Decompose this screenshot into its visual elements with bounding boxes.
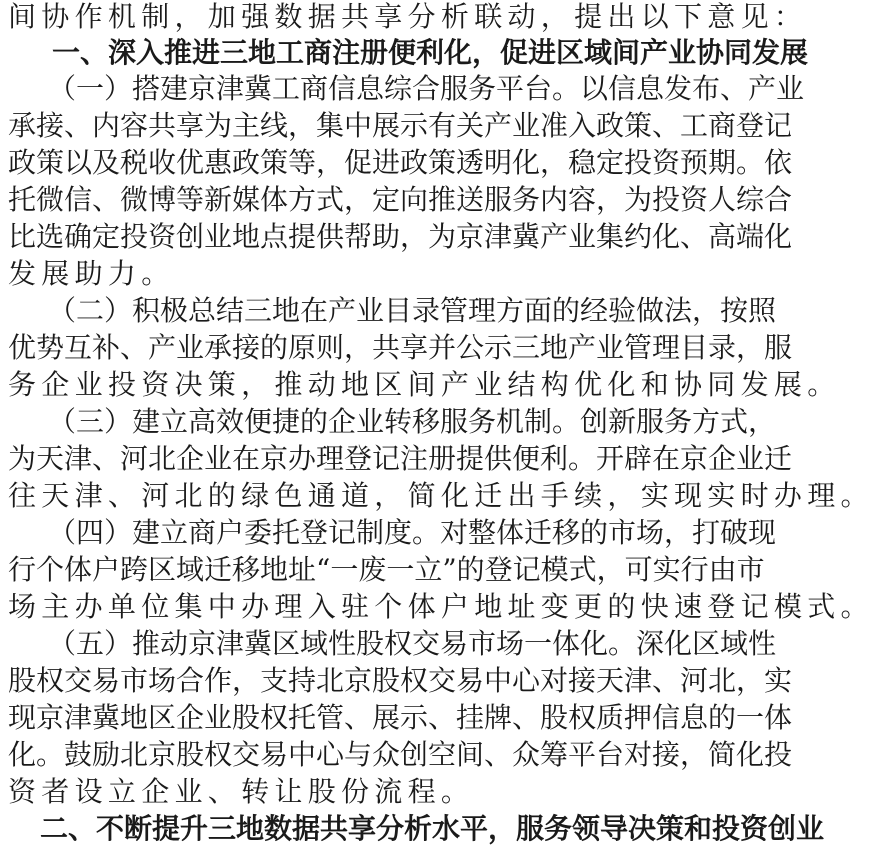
- text-line: 托微信、微博等新媒体方式，定向推送服务内容，为投资人综合: [8, 183, 793, 216]
- text-line: 为天津、河北企业在京办理登记注册提供便利。开辟在京企业迁: [8, 442, 793, 475]
- text-line: 承接、内容共享为主线，集中展示有关产业准入政策、工商登记: [8, 109, 793, 142]
- text-line: 行个体户跨区域迁移地址“一废一立”的登记模式，可实行由市: [8, 553, 765, 586]
- text-line: 股权交易市场合作，支持北京股权交易中心对接天津、河北，实: [8, 664, 793, 697]
- text-line: 发展助力。: [8, 257, 175, 290]
- section-heading-1: 一、深入推进三地工商注册便利化，促进区域间产业协同发展: [52, 36, 809, 69]
- text-line: 往天津、河北的绿色通道，简化迁出手续，实现实时办理。: [8, 479, 874, 512]
- text-line: 政策以及税收优惠政策等，促进政策透明化，稳定投资预期。依: [8, 146, 793, 179]
- text-line: 场主办单位集中办理入驻个体户地址变更的快速登记模式。: [8, 590, 874, 623]
- text-line: 资者设立企业、转让股份流程。: [8, 775, 475, 808]
- section-heading-2: 二、不断提升三地数据共享分析水平，服务领导决策和投资创业: [40, 812, 825, 845]
- text-line: 比选确定投资创业地点提供帮助，为京津冀产业集约化、高端化: [8, 220, 793, 253]
- paragraph-5-line: （五）推动京津冀区域性股权交易市场一体化。深化区域性: [48, 627, 777, 660]
- text-line: 现京津冀地区企业股权托管、展示、挂牌、股权质押信息的一体: [8, 701, 793, 734]
- paragraph-1-line: （一）搭建京津冀工商信息综合服务平台。以信息发布、产业: [48, 72, 805, 105]
- text-line: 化。鼓励北京股权交易中心与众创空间、众筹平台对接，简化投: [8, 738, 793, 771]
- paragraph-3-line: （三）建立高效便捷的企业转移服务机制。创新服务方式，: [48, 405, 777, 438]
- text-line: 间协作机制，加强数据共享分析联动，提出以下意见：: [8, 0, 808, 33]
- text-line: 优势互补、产业承接的原则，共享并公示三地产业管理目录，服: [8, 331, 793, 364]
- paragraph-4-line: （四）建立商户委托登记制度。对整体迁移的市场，打破现: [48, 516, 777, 549]
- text-line: 务企业投资决策，推动地区间产业结构优化和协同发展。: [8, 368, 841, 401]
- paragraph-2-line: （二）积极总结三地在产业目录管理方面的经验做法，按照: [48, 294, 777, 327]
